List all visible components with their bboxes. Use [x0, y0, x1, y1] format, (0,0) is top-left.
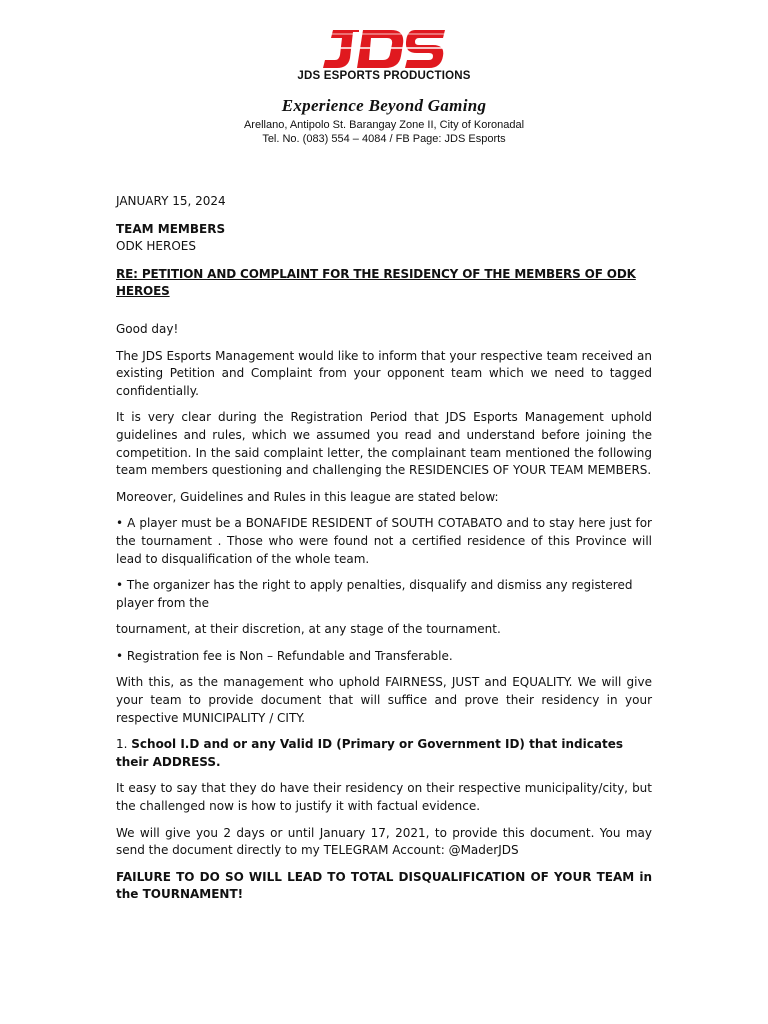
- warning-text: FAILURE TO DO SO WILL LEAD TO TOTAL DISQUALIFICATION OF YOUR TEAM in the TOURNAMENT!: [116, 869, 652, 902]
- letter-body: [116, 193, 652, 913]
- paragraph-registration: It is very clear during the Registration Period that JDS Esports Management uphold guidelines and rules, which we assumed you read and understand before joining the competition. In the said complaint letter, the complainant team mentioned the following team members questioning and challenging the RESIDENCIES OF YOUR TEAM MEMBERS.: [116, 410, 652, 478]
- greeting: Good day!: [116, 321, 179, 336]
- letter-subject: RE: PETITION AND COMPLAINT FOR THE RESIDENCY OF THE MEMBERS OF ODK HEROES: [116, 266, 636, 299]
- requirement-number: 1.: [116, 737, 132, 752]
- company-address: Arellano, Antipolo St. Barangay Zone II, City of Koronadal: [243, 119, 525, 131]
- letterhead: [0, 24, 768, 146]
- rule-penalties-continued: tournament, at their discretion, at any stage of the tournament.: [116, 622, 501, 637]
- recipient-role: TEAM MEMBERS: [116, 221, 226, 236]
- paragraph-requirement: With this, as the management who uphold FAIRNESS, JUST and EQUALITY. We will give your team to provide document that will suffice and prove their residency in your respective MUNICIPALITY / CITY.: [116, 675, 652, 725]
- company-contact: Tel. No. (083) 554 – 4084 / FB Page: JDS Esports: [262, 133, 506, 145]
- tagline: Experience Beyond Gaming: [281, 96, 487, 115]
- paragraph-deadline: We will give you 2 days or until January 17, 2021, to provide this document. You may send the document directly to my TELEGRAM Account: @MaderJDS: [116, 825, 652, 858]
- company-name: JDS ESPORTS PRODUCTIONS: [297, 70, 471, 82]
- paragraph-evidence: It easy to say that they do have their residency on their respective municipality/city, but the challenged now is how to justify it with factual evidence.: [116, 781, 652, 814]
- letter-date: JANUARY 15, 2024: [116, 194, 226, 208]
- rule-penalties: • The organizer has the right to apply penalties, disqualify and dismiss any registered player from the: [116, 578, 633, 610]
- requirement-text: School I.D and or any Valid ID (Primary or Government ID) that indicates their ADDRESS.: [116, 737, 623, 769]
- requirement-item: [116, 736, 652, 771]
- rule-residency: • A player must be a BONAFIDE RESIDENT of SOUTH COTABATO and to stay here just for the tournament . Those who were found not a certified residence of this Province will lead to disqualification of the whole team.: [116, 516, 652, 566]
- paragraph-notice: The JDS Esports Management would like to inform that your respective team received an existing Petition and Complaint from your opponent team which we need to tagged confidentially.: [116, 348, 652, 398]
- jds-logo: [319, 24, 449, 72]
- recipient-team: ODK HEROES: [116, 239, 196, 254]
- paragraph-rules-intro: Moreover, Guidelines and Rules in this league are stated below:: [116, 489, 499, 504]
- rule-registration-fee: • Registration fee is Non – Refundable and Transferable.: [116, 648, 453, 663]
